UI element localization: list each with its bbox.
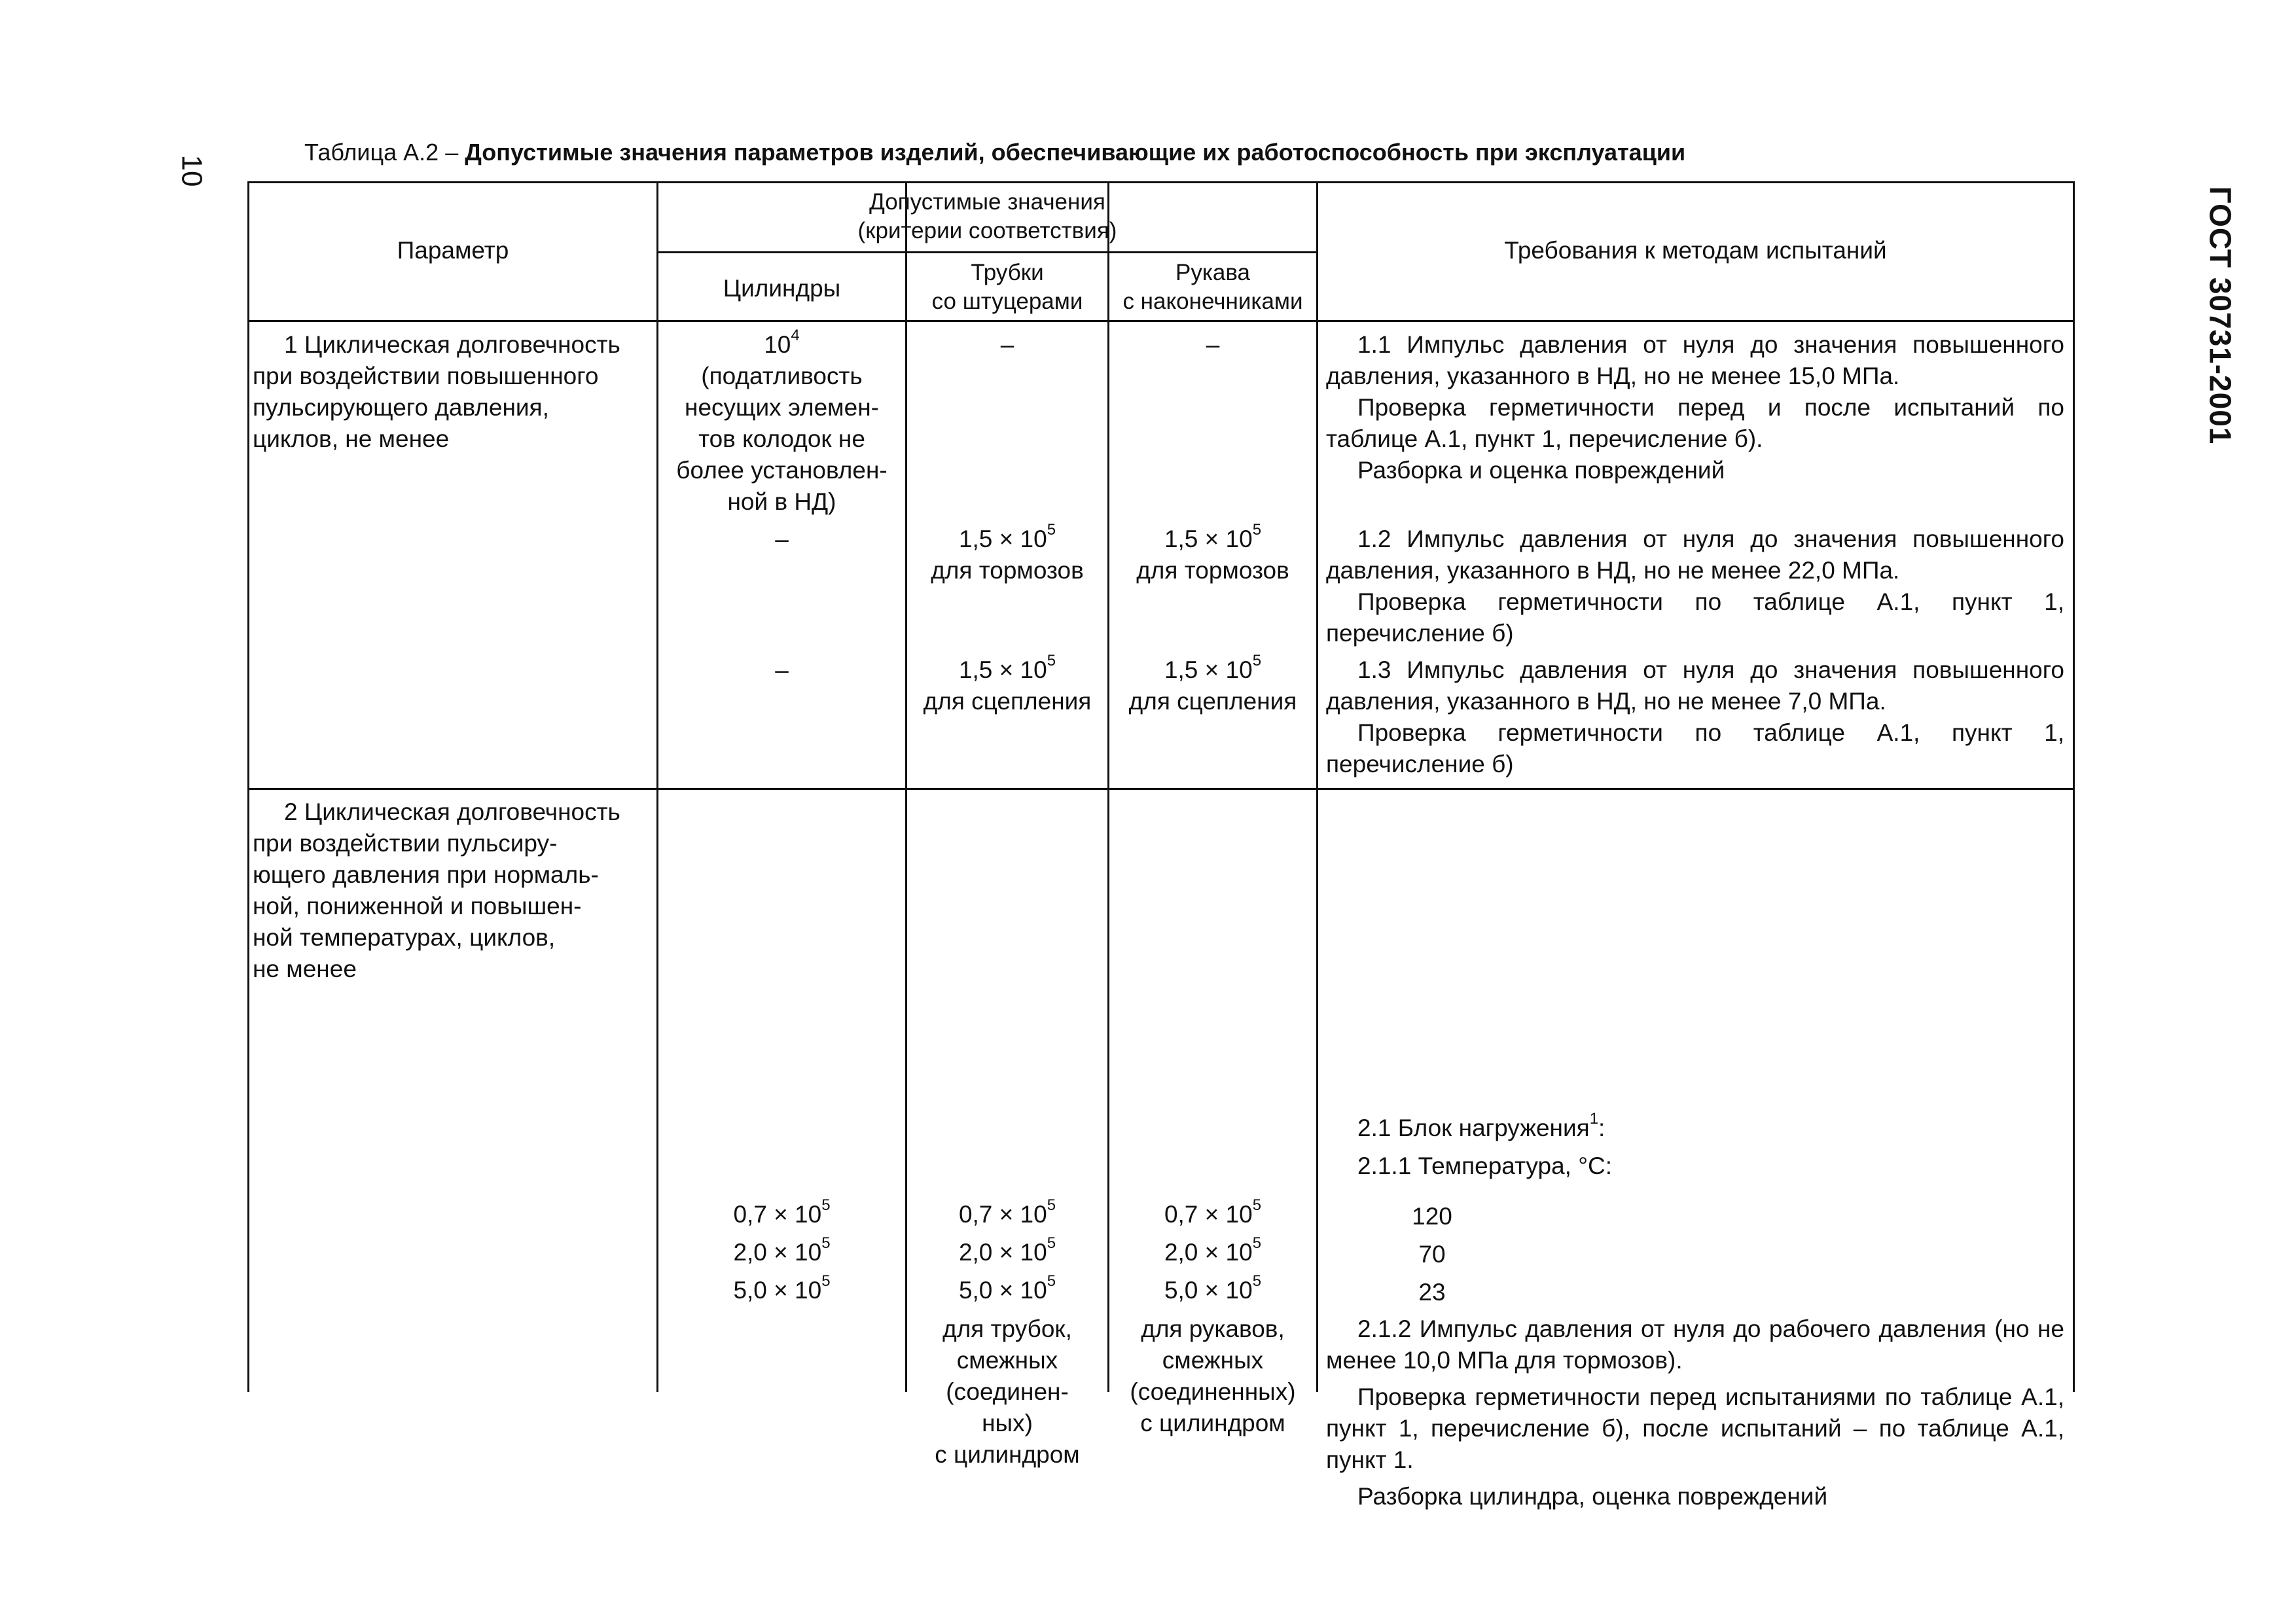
row2-cyl-value-120 (658, 1196, 905, 1234)
value-base: 0,7 × 10 (958, 1201, 1047, 1228)
row2-parameter (253, 796, 653, 985)
header-methods: Требования к методам испытаний (1504, 237, 1887, 264)
temperature-value: 70 (1418, 1241, 1446, 1268)
parameters-table (247, 181, 2075, 1510)
value-exp: 5 (1252, 1272, 1262, 1290)
value-base: 5,0 × 10 (958, 1277, 1047, 1304)
row1-cyl-note-line: ной в НД) (727, 488, 836, 515)
method-1-1-check: Проверка герметичности перед и после испытаний по таблице А.1, пункт 1, перечисление б). (1326, 394, 2064, 452)
row1-tubes-brakes (907, 520, 1107, 586)
method-2-1-2: 2.1.2 Импульс давления от нуля до рабочего давления (но не менее 10,0 МПа для тормозов). (1326, 1315, 2064, 1374)
value-base: 1,5 × 10 (1164, 656, 1253, 683)
value-exp: 5 (821, 1234, 831, 1252)
row1-hoses-brakes-value (1109, 520, 1316, 555)
value-exp: 5 (821, 1196, 831, 1214)
header-parameter: Параметр (397, 237, 509, 264)
row2-cyl-value-23 (658, 1272, 905, 1310)
method-2-1-colon: : (1598, 1115, 1605, 1141)
row1-hoses-clutch (1109, 651, 1316, 717)
row2-temperatures (1334, 1198, 1530, 1311)
row1-tubes-clutch-label: для сцепления (923, 688, 1092, 715)
row2-param-line: ной, пониженной и повышен- (253, 893, 582, 919)
header-allowed-line1: Допустимые значения (869, 189, 1105, 215)
method-1-3-check: Проверка герметичности по таблице А.1, пункт 1, перечисление б) (1326, 719, 2064, 777)
value-base: 5,0 × 10 (1164, 1277, 1253, 1304)
header-group-line (656, 251, 1318, 253)
row2-param-line: 2 Циклическая долговечность (284, 798, 620, 825)
value-base: 2,0 × 10 (958, 1239, 1047, 1266)
row2-tubes (907, 1196, 1107, 1310)
row1-cyl-value-exp: 4 (791, 326, 800, 344)
row1-param-line: 1 Циклическая долговечность (284, 331, 620, 358)
header-cylinders: Цилиндры (723, 275, 841, 302)
row1-cyl-dash-brakes: – (775, 526, 789, 552)
row2-tubes-value-23 (907, 1272, 1107, 1310)
row1-methods-1-3 (1326, 654, 2064, 780)
row2-hoses-note-line: для рукавов, (1141, 1315, 1285, 1342)
value-base: 1,5 × 10 (958, 656, 1047, 683)
row2-hoses-value-70 (1109, 1234, 1316, 1272)
row1-methods-1-2 (1326, 524, 2064, 649)
row1-methods-1-1 (1326, 329, 2064, 486)
row-divider (247, 788, 2075, 790)
row2-cylinders (658, 1196, 905, 1310)
header-tubes-line1: Трубки (971, 260, 1044, 285)
value-base: 1,5 × 10 (958, 526, 1047, 552)
header-allowed-values (658, 188, 1316, 245)
method-2-1 (1326, 1109, 2064, 1144)
row1-cyl-note-line: несущих элемен- (685, 394, 879, 421)
header-bottom-line (247, 320, 2075, 322)
footnote-ref: 1 (1589, 1109, 1599, 1128)
row1-param-line: циклов, не менее (253, 425, 450, 452)
value-base: 5,0 × 10 (733, 1277, 822, 1304)
method-2-1-text: 2.1 Блок нагружения (1357, 1115, 1590, 1141)
row1-hoses-dash: – (1206, 331, 1220, 358)
caption-title: Допустимые значения параметров изделий, обеспечивающие их работоспособность при эксплуатации (465, 139, 1686, 166)
header-tubes-line2: со штуцерами (931, 289, 1083, 314)
row1-cyl-value-base: 10 (764, 331, 791, 358)
row2-tubes-note (907, 1313, 1107, 1471)
row1-tubes-brakes-value (907, 520, 1107, 555)
table-border-top (247, 181, 2075, 183)
row1-cyl-dash-clutch: – (775, 656, 789, 683)
header-tubes (907, 259, 1107, 316)
row1-param-line: пульсирующего давления, (253, 394, 549, 421)
value-base: 2,0 × 10 (733, 1239, 822, 1266)
value-base: 0,7 × 10 (1164, 1201, 1253, 1228)
row2-tubes-note-line: ных) (982, 1410, 1033, 1436)
row1-hoses-brakes-label: для тормозов (1136, 557, 1289, 584)
row2-param-line: не менее (253, 955, 357, 982)
row1-tubes-brakes-label: для тормозов (931, 557, 1084, 584)
table-border-right (2073, 181, 2075, 1392)
row1-param-line: при воздействии повышенного (253, 363, 599, 389)
method-1-1-impulse: 1.1 Импульс давления от нуля до значения повышенного давления, указанного в НД, но не менее 15,0 МПа. (1326, 331, 2064, 389)
row2-methods-load-block (1326, 1109, 2064, 1182)
row2-hoses-note-line: (соединенных) (1130, 1378, 1296, 1405)
row2-param-line: ющего давления при нормаль- (253, 861, 599, 888)
value-exp: 5 (1252, 651, 1262, 669)
row1-cylinders (658, 326, 905, 518)
value-base: 2,0 × 10 (1164, 1239, 1253, 1266)
document-code: ГОСТ 30731-2001 (2203, 186, 2238, 445)
value-exp: 5 (1047, 520, 1056, 539)
method-1-2-check: Проверка герметичности по таблице А.1, пункт 1, перечисление б) (1326, 588, 2064, 647)
row1-cyl-note-line: более установлен- (676, 457, 888, 484)
row2-hoses-note-line: смежных (1162, 1347, 1264, 1374)
row2-tubes-note-line: с цилиндром (935, 1441, 1080, 1468)
row1-cyl-value (658, 326, 905, 361)
row2-tubes-note-line: для трубок, (942, 1315, 1072, 1342)
row2-hoses-value-120 (1109, 1196, 1316, 1234)
table-caption (304, 139, 1685, 166)
header-hoses-line1: Рукава (1175, 260, 1251, 285)
row2-tubes-value-70 (907, 1234, 1107, 1272)
value-exp: 5 (1047, 651, 1056, 669)
value-exp: 5 (1252, 1196, 1262, 1214)
row1-tubes-clutch-value (907, 651, 1107, 686)
value-exp: 5 (1252, 1234, 1262, 1252)
row2-tubes-note-line: (соединен- (946, 1378, 1069, 1405)
row1-tubes-dash: – (1000, 331, 1014, 358)
row2-hoses-note-line: с цилиндром (1140, 1410, 1285, 1436)
method-2-1-1: 2.1.1 Температура, °С: (1357, 1152, 1613, 1179)
header-allowed-line2: (критерии соответствия) (857, 218, 1117, 243)
row1-cyl-note-line: тов колодок не (698, 425, 865, 452)
row2-hoses (1109, 1196, 1316, 1310)
value-exp: 5 (1047, 1272, 1056, 1290)
row1-hoses-brakes (1109, 520, 1316, 586)
row2-cyl-value-70 (658, 1234, 905, 1272)
value-exp: 5 (1047, 1196, 1056, 1214)
value-exp: 5 (821, 1272, 831, 1290)
method-1-1-disassembly: Разборка и оценка повреждений (1357, 457, 1725, 484)
row1-hoses-clutch-label: для сцепления (1128, 688, 1297, 715)
header-hoses (1109, 259, 1316, 316)
row1-tubes-clutch (907, 651, 1107, 717)
value-exp: 5 (1047, 1234, 1056, 1252)
temperature-value: 120 (1412, 1203, 1452, 1230)
method-2-check: Проверка герметичности перед испытаниями по таблице А.1, пункт 1, перечисление б), после испытаний – по таблице А.1, пункт 1. (1326, 1383, 2064, 1473)
value-base: 0,7 × 10 (733, 1201, 822, 1228)
temperature-value: 23 (1418, 1279, 1446, 1306)
caption-prefix: Таблица А.2 – (304, 139, 465, 166)
method-1-2-impulse: 1.2 Импульс давления от нуля до значения повышенного давления, указанного в НД, но не менее 22,0 МПа. (1326, 526, 2064, 584)
page-number: 10 (175, 154, 208, 187)
header-hoses-line2: с наконечниками (1122, 289, 1303, 314)
row2-param-line: при воздействии пульсиру- (253, 830, 558, 857)
row2-hoses-note (1109, 1313, 1316, 1439)
row2-methods-impulse (1326, 1313, 2064, 1512)
column-divider-4 (1316, 181, 1318, 1392)
row2-param-line: ной температурах, циклов, (253, 924, 556, 951)
table-border-left (247, 181, 249, 1392)
row2-tubes-value-120 (907, 1196, 1107, 1234)
method-1-3-impulse: 1.3 Импульс давления от нуля до значения повышенного давления, указанного в НД, но не менее 7,0 МПа. (1326, 656, 2064, 715)
value-base: 1,5 × 10 (1164, 526, 1253, 552)
row1-parameter (253, 329, 653, 455)
row1-hoses-clutch-value (1109, 651, 1316, 686)
row2-tubes-note-line: смежных (956, 1347, 1058, 1374)
value-exp: 5 (1252, 520, 1262, 539)
row2-hoses-value-23 (1109, 1272, 1316, 1310)
method-2-disassembly: Разборка цилиндра, оценка повреждений (1357, 1483, 1828, 1510)
row1-cyl-note-line: (податливость (701, 363, 863, 389)
